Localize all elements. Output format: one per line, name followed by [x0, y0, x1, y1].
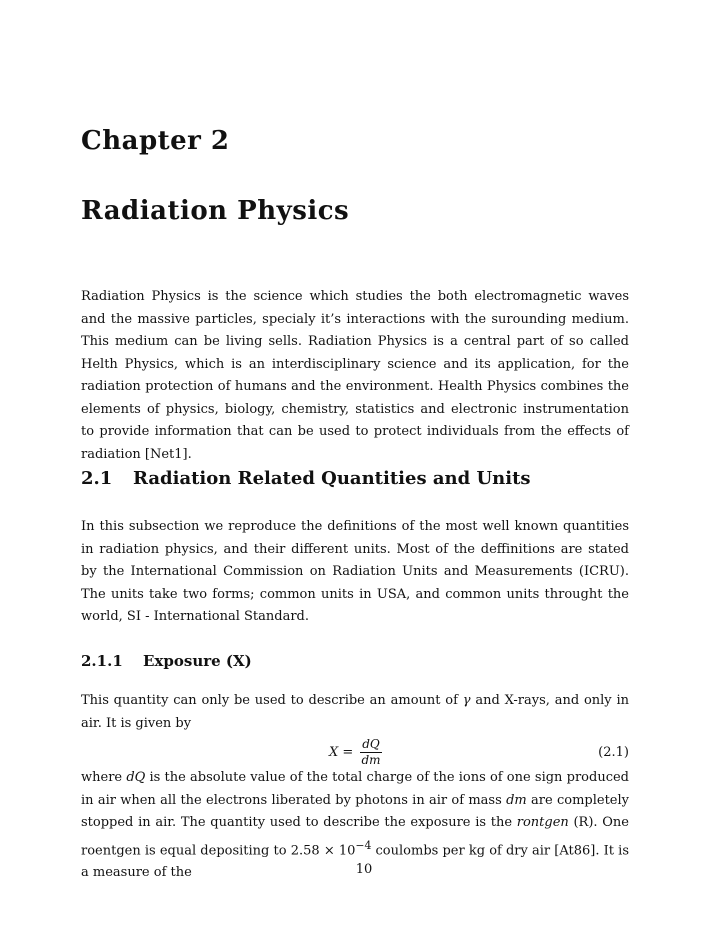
section-paragraph: In this subsection we reproduce the definitions of the most well known quantities in radiation physics, and their different units. Most of the deffinitions are stated by the International Commission on Radiation Units and Measurements (ICRU). The units take two forms; common units in USA, and common units throught the world, SI - International Standard.	[81, 519, 629, 624]
math-dq: dQ	[126, 770, 146, 785]
text-run: is the absolute value of the total charge of the ions of one sign produced in air when all the electrons liberated by photons in air of mass	[81, 770, 629, 808]
equation-lhs: X =	[329, 745, 354, 760]
rontgen-term: rontgen	[516, 815, 569, 830]
intro-paragraph: Radiation Physics is the science which studies the both electromagnetic waves and the massive particles, specialy it’s interactions with the surounding medium. This medium can be living sells. Radiation Physics is a central part of so called Helth Physics, which is an interdisciplinary science and its application, for the radiation protection of humans and the environment. Health Physics combines the elements of physics, biology, chemistry, statistics and electronic instrumentation to provide information that can be used to protect individuals from the effects of radiation [Net1].	[81, 289, 629, 462]
section-heading	[81, 468, 531, 489]
subsection-number: 2.1.1	[81, 652, 123, 670]
equation-number: (2.1)	[598, 745, 629, 760]
subsection-paragraph	[81, 690, 629, 735]
page-number: 10	[355, 862, 373, 877]
text-run: and X-rays, and only in air. It is given by	[81, 693, 629, 731]
chapter-title: Radiation Physics	[81, 196, 350, 226]
section-number: 2.1	[81, 468, 113, 489]
gamma-symbol: γ	[462, 693, 471, 708]
text-run: (R). One roentgen is equal depositing to 2.58 × 10	[81, 815, 629, 858]
text-run: where	[81, 770, 127, 785]
text-run: are completely stopped in air. The quantity used to describe the exposure is the	[81, 792, 629, 830]
equation-fraction	[360, 737, 382, 768]
exponent: −4	[355, 838, 372, 852]
math-dm: dm	[506, 792, 527, 808]
text-run: coulombs per kg of dry air [At86]. It is a measure of the	[81, 842, 629, 881]
subsection-title: Exposure (X)	[143, 652, 252, 670]
equation-numerator: dQ	[360, 737, 382, 753]
equation-denominator: dm	[361, 753, 381, 767]
chapter-label: Chapter 2	[81, 126, 230, 156]
subsection-heading	[81, 652, 252, 670]
text-run: This quantity can only be used to describe an amount of	[81, 693, 463, 708]
section-title: Radiation Related Quantities and Units	[133, 468, 531, 489]
equation-2-1	[0, 737, 728, 771]
